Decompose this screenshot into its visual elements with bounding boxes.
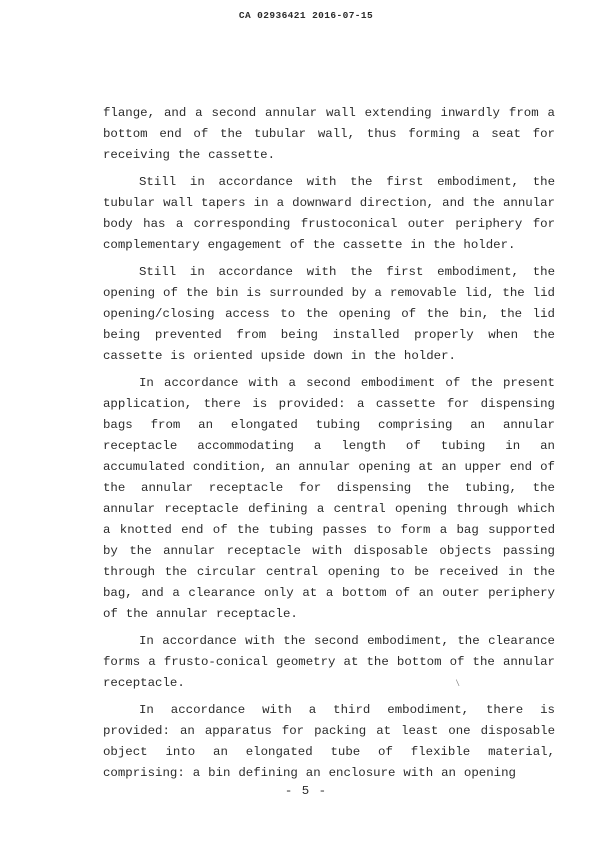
- paragraph: In accordance with a second embodiment of the present application, there is provided: a cassette for dispensing bags from an elongated tubing comprising an annular receptacle accommodating a length of tubing in an accumulated condition, an annular opening at an upper end of the annular receptacle for dispensing the tubing, the annular receptacle defining a central opening through which a knotted end of the tubing passes to form a bag supported by the annular receptacle with disposable objects passing through the circular central opening to be received in the bag, and a clearance only at a bottom of an outer periphery of the annular receptacle.: [103, 376, 555, 621]
- paragraph: In accordance with a third embodiment, there is provided: an apparatus for packing at least one disposable object into an elongated tube of flexible material, comprising: a bin defining an enclosure with an opening: [103, 703, 555, 780]
- paragraph: flange, and a second annular wall extending inwardly from a bottom end of the tubular wall, thus forming a seat for receiving the cassette.: [103, 106, 555, 162]
- scan-artifact-mark: \: [455, 679, 460, 689]
- paragraph: Still in accordance with the first embodiment, the opening of the bin is surrounded by a removable lid, the lid opening/closing access to the opening of the bin, the lid being prevented from being installed properly when the cassette is oriented upside down in the holder.: [103, 265, 555, 363]
- page-number: - 5 -: [284, 784, 328, 798]
- paragraph: Still in accordance with the first embodiment, the tubular wall tapers in a downward direction, and the annular body has a corresponding frustoconical outer periphery for complementary engagement of the cassette in the holder.: [103, 175, 555, 252]
- document-header-stamp: CA 02936421 2016-07-15: [238, 10, 374, 21]
- document-body: [103, 103, 555, 790]
- paragraph: In accordance with the second embodiment, the clearance forms a frusto-conical geometry at the bottom of the annular receptacle.: [103, 634, 555, 690]
